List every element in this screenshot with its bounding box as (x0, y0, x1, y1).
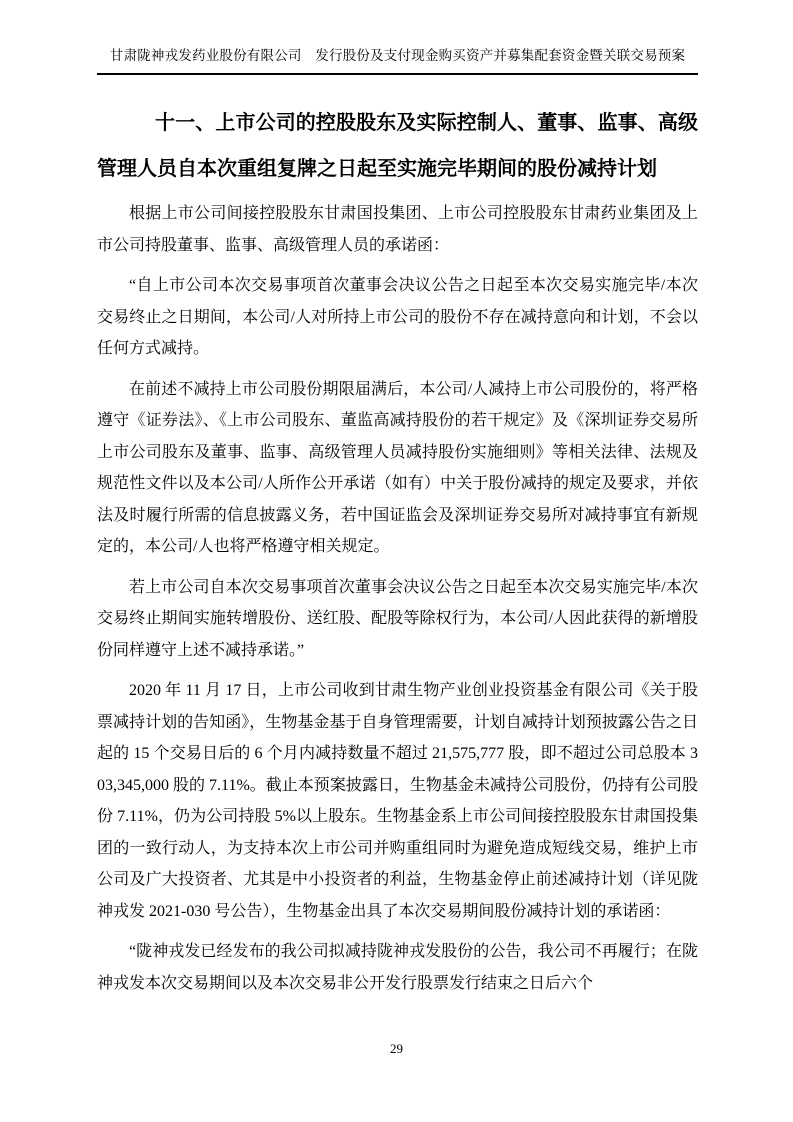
paragraph: “自上市公司本次交易事项首次董事会决议公告之日起至本次交易实施完毕/本次交易终止之日期间，本公司/人对所持上市公司的股份不存在减持意向和计划，不会以任何方式减持。 (97, 277, 698, 357)
paragraph: 2020 年 11 月 17 日，上市公司收到甘肃生物产业创业投资基金有限公司《关于股票减持计划的告知函》，生物基金基于自身管理需要，计划自减持计划预披露公告之日起的 15 个交易日后的 6 个月内减持数量不超过 21,575,777 股，即不超过公司总股本 303,345,000 股的 7.11%。截止本预案披露日，生物基金未减持公司股份，仍持有公司股份 7.11%，仍为公司持股 5%以上股东。生物基金系上市公司间接控股股东甘肃国投集团的一致行动人，为支持本次上市公司并购重组同时为避免造成短线交易，维护上市公司及广大投资者、尤其是中小投资者的利益，生物基金停止前述减持计划（详见陇神戎发 2021-030 号公告），生物基金出具了本次交易期间股份减持计划的承诺函： (97, 682, 698, 920)
section-heading: 十一、上市公司的控股股东及实际控制人、董事、监事、高级管理人员自本次重组复牌之日起至实施完毕期间的股份减持计划 (97, 112, 698, 180)
paragraph: “陇神戎发已经发布的我公司拟减持陇神戎发股份的公告，我公司不再履行；在陇神戎发本次交易期间以及本次交易非公开发行股票发行结束之日后六个 (97, 943, 698, 992)
document-header: 甘肃陇神戎发药业股份有限公司 发行股份及支付现金购买资产并募集配套资金暨关联交易预案 (97, 46, 698, 75)
paragraph: 若上市公司自本次交易事项首次董事会决议公告之日起至本次交易实施完毕/本次交易终止期间实施转增股份、送红股、配股等除权行为，本公司/人因此获得的新增股份同样遵守上述不减持承诺。” (97, 578, 698, 659)
page-number: 29 (390, 1041, 403, 1056)
paragraph: 在前述不减持上市公司股份期限届满后，本公司/人减持上市公司股份的，将严格遵守《证券法》、《上市公司股东、董监高减持股份的若干规定》及《深圳证券交易所上市公司股东及董事、监事、高级管理人员减持股份实施细则》等相关法律、法规及规范性文件以及本公司/人所作公开承诺（如有）中关于股份减持的规定及要求，并依法及时履行所需的信息披露义务，若中国证监会及深圳证券交易所对减持事宜有新规定的，本公司/人也将严格遵守相关规定。 (97, 380, 698, 555)
document-body (97, 198, 698, 999)
paragraph: 根据上市公司间接控股股东甘肃国投集团、上市公司控股股东甘肃药业集团及上市公司持股董事、监事、高级管理人员的承诺函： (97, 205, 698, 254)
